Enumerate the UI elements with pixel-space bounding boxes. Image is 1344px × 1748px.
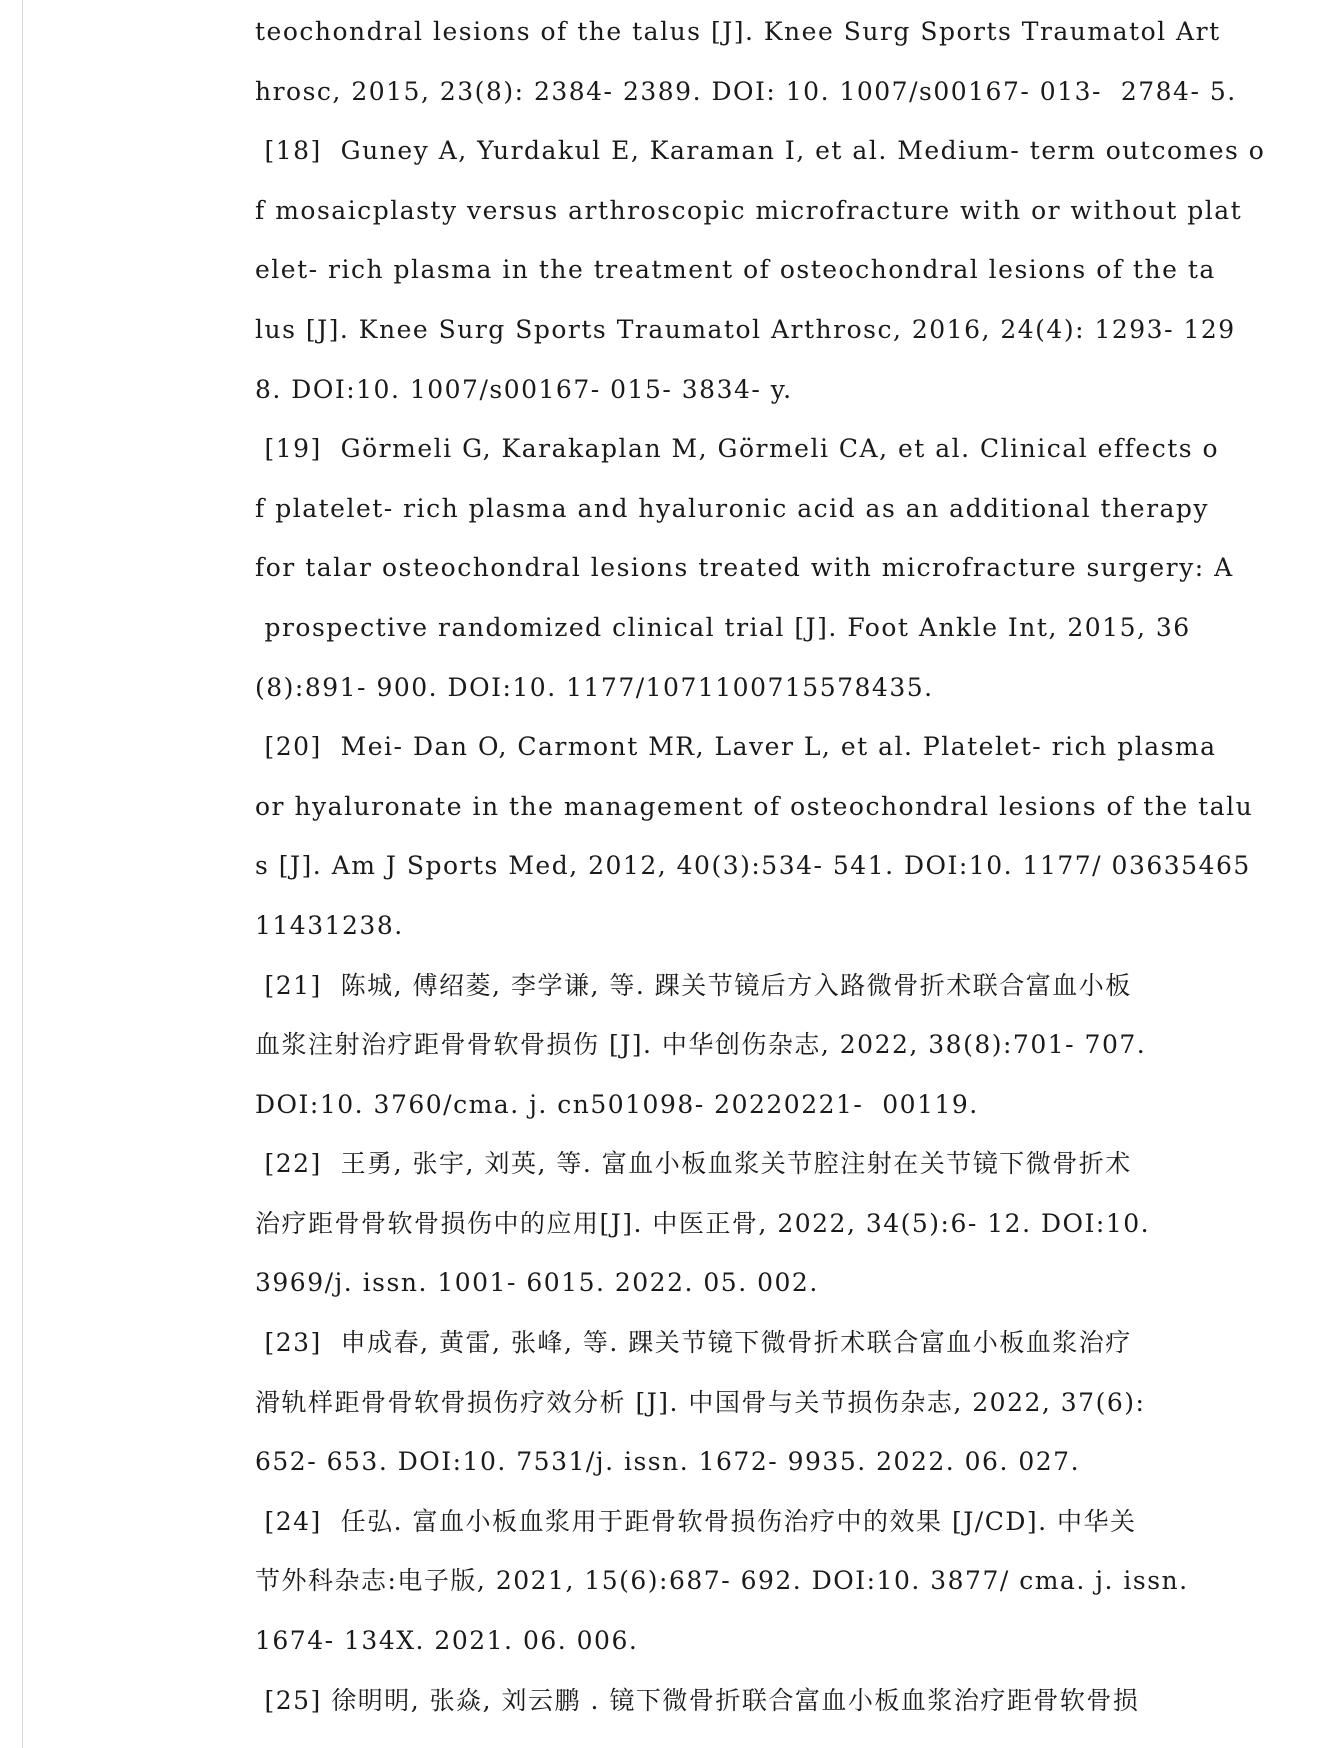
reference-line: f mosaicplasty versus arthroscopic microfracture with or without plat (255, 195, 1243, 225)
reference-line: or hyaluronate in the management of osteochondral lesions of the talu (255, 791, 1254, 821)
reference-line: lus [J]. Knee Surg Sports Traumatol Arthrosc, 2016, 24(4): 1293- 129 (255, 314, 1236, 344)
reference-line: DOI:10. 3760/cma. j. cn501098- 20220221- 00119. (255, 1089, 979, 1119)
page-left-border (22, 0, 23, 1748)
reference-line: [18] Guney A, Yurdakul E, Karaman I, et al. Medium- term outcomes o (255, 136, 1266, 166)
reference-line: 3969/j. issn. 1001- 6015. 2022. 05. 002. (255, 1268, 819, 1298)
reference-line: teochondral lesions of the talus [J]. Knee Surg Sports Traumatol Art (255, 17, 1221, 46)
reference-line: [21] 陈城, 傅绍菱, 李学谦, 等. 踝关节镜后方入路微骨折术联合富血小板 (255, 970, 1132, 1000)
reference-line: 滑轨样距骨骨软骨损伤疗效分析 [J]. 中国骨与关节损伤杂志, 2022, 37(6): (255, 1387, 1146, 1417)
reference-line: 652- 653. DOI:10. 7531/j. issn. 1672- 9935. 2022. 06. 027. (255, 1447, 1081, 1477)
reference-line: hrosc, 2015, 23(8): 2384- 2389. DOI: 10. 1007/s00167- 013- 2784- 5. (255, 76, 1237, 106)
reference-line: prospective randomized clinical trial [J]. Foot Ankle Int, 2015, 36 (255, 612, 1191, 642)
reference-line: for talar osteochondral lesions treated with microfracture surgery: A (255, 553, 1234, 583)
reference-line: 11431238. (255, 910, 404, 940)
reference-line: f platelet- rich plasma and hyaluronic acid as an additional therapy (255, 493, 1210, 523)
reference-line: [23] 申成春, 黄雷, 张峰, 等. 踝关节镜下微骨折术联合富血小板血浆治疗 (255, 1328, 1132, 1358)
reference-line: 治疗距骨骨软骨损伤中的应用[J]. 中医正骨, 2022, 34(5):6- 12. DOI:10. (255, 1208, 1151, 1238)
reference-line: [24] 任弘. 富血小板血浆用于距骨软骨损伤治疗中的效果 [J/CD]. 中华关 (255, 1506, 1137, 1536)
reference-line: elet- rich plasma in the treatment of osteochondral lesions of the ta (255, 255, 1216, 285)
reference-line: [19] Görmeli G, Karakaplan M, Görmeli CA, et al. Clinical effects o (255, 434, 1220, 464)
reference-line: 血浆注射治疗距骨骨软骨损伤 [J]. 中华创伤杂志, 2022, 38(8):701- 707. (255, 1030, 1147, 1060)
reference-line: 1674- 134X. 2021. 06. 006. (255, 1626, 639, 1656)
reference-line: 节外科杂志:电子版, 2021, 15(6):687- 692. DOI:10. 3877/ cma. j. issn. (255, 1566, 1189, 1596)
reference-line: s [J]. Am J Sports Med, 2012, 40(3):534- 541. DOI:10. 1177/ 03635465 (255, 851, 1251, 881)
reference-line: [22] 王勇, 张宇, 刘英, 等. 富血小板血浆关节腔注射在关节镜下微骨折术 (255, 1149, 1132, 1179)
reference-line: [25] 徐明明, 张焱, 刘云鹏 . 镜下微骨折联合富血小板血浆治疗距骨软骨损 (255, 1685, 1140, 1715)
reference-line: (8):891- 900. DOI:10. 1177/1071100715578435. (255, 672, 934, 702)
reference-line: 8. DOI:10. 1007/s00167- 015- 3834- y. (255, 374, 793, 404)
reference-line: [20] Mei- Dan O, Carmont MR, Laver L, et al. Platelet- rich plasma (255, 732, 1217, 762)
reference-list (255, 8, 1315, 1736)
